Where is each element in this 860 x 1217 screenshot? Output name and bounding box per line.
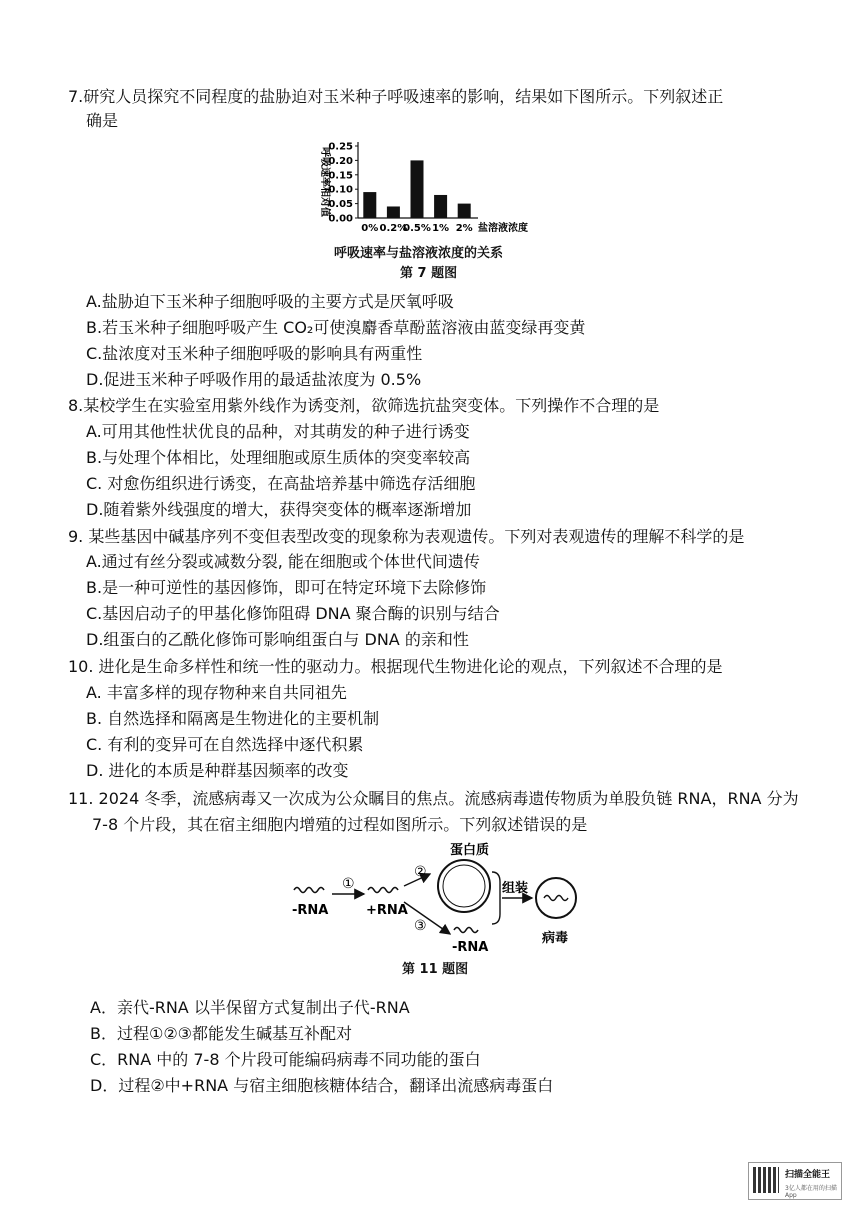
q11-stem-line2: 7-8 个片段，其在宿主细胞内增殖的过程如图所示。下列叙述错误的是 [92, 815, 588, 834]
q7-option-a: A.盐胁迫下玉米种子细胞呼吸的主要方式是厌氧呼吸 [86, 292, 454, 311]
x-tick-label: 2% [455, 223, 473, 234]
q9-option-b: B.是一种可逆性的基因修饰，即可在特定环境下去除修饰 [86, 578, 487, 597]
qr-code-icon [753, 1167, 779, 1193]
y-tick-label: 0.15 [328, 170, 353, 182]
bar-2 [411, 160, 424, 218]
q11-option-b: B．过程①②③都能发生碱基互补配对 [90, 1024, 353, 1043]
protein-circle [438, 860, 490, 912]
scanner-watermark-badge [748, 1162, 842, 1200]
scanner-tagline: 3亿人都在用的扫描App [785, 1185, 837, 1199]
x-tick-label: 1% [432, 223, 450, 234]
x-axis-title: 盐溶液浓度 [478, 223, 528, 234]
bar-3 [434, 195, 447, 218]
q10-stem: 10. 进化是生命多样性和统一性的驱动力。根据现代生物进化论的观点，下列叙述不合理的是 [68, 657, 723, 676]
q8-option-a: A.可用其他性状优良的品种，对其萌发的种子进行诱变 [86, 422, 470, 441]
q7-option-c: C.盐浓度对玉米种子细胞呼吸的影响具有两重性 [86, 344, 423, 363]
virus-label: 病毒 [542, 931, 569, 946]
q7-figure-label: 第 7 题图 [400, 266, 458, 281]
step3-arrow [404, 902, 450, 934]
merge-bracket [492, 872, 500, 924]
q11-option-d: D．过程②中+RNA 与宿主细胞核糖体结合，翻译出流感病毒蛋白 [90, 1076, 554, 1095]
assembly-label: 组装 [502, 881, 529, 896]
step1-marker: ① [342, 876, 355, 892]
progeny-rna-strand [454, 928, 478, 933]
bar-1 [387, 206, 400, 218]
x-tick-label: 0.5% [403, 223, 431, 234]
q7-chart-caption: 呼吸速率与盐溶液浓度的关系 [334, 246, 504, 261]
protein-label: 蛋白质 [450, 843, 490, 858]
q8-option-c: C. 对愈伤组织进行诱变，在高盐培养基中筛选存活细胞 [86, 474, 476, 493]
q7-option-b: B.若玉米种子细胞呼吸产生 CO₂可使溴麝香草酚蓝溶液由蓝变绿再变黄 [86, 318, 586, 337]
y-tick-label: 0.20 [328, 155, 353, 167]
q7-stem-line2: 确是 [86, 111, 119, 130]
q9-stem: 9. 某些基因中碱基序列不变但表型改变的现象称为表观遗传。下列对表观遗传的理解不科学的是 [68, 527, 745, 546]
q10-option-d: D. 进化的本质是种群基因频率的改变 [86, 761, 349, 780]
q7-stem-line1: 7.研究人员探究不同程度的盐胁迫对玉米种子呼吸速率的影响，结果如下图所示。下列叙述正 [68, 87, 724, 106]
step2-marker: ② [414, 864, 427, 880]
q11-figure-label: 第 11 题图 [402, 962, 469, 977]
q11-option-a: A．亲代-RNA 以半保留方式复制出子代-RNA [90, 998, 410, 1017]
y-tick-label: 0.00 [328, 213, 353, 225]
q9-option-d: D.组蛋白的乙酰化修饰可影响组蛋白与 DNA 的亲和性 [86, 630, 469, 649]
bar-4 [458, 204, 471, 218]
minus-rna-label: -RNA [292, 903, 329, 918]
q8-option-d: D.随着紫外线强度的增大，获得突变体的概率逐渐增加 [86, 500, 472, 519]
x-tick-label: 0.2% [379, 223, 408, 234]
y-axis-title: 呼吸速率相对值 [319, 147, 330, 217]
q11-option-c: C．RNA 中的 7-8 个片段可能编码病毒不同功能的蛋白 [90, 1050, 481, 1069]
q8-option-b: B.与处理个体相比，处理细胞或原生质体的突变率较高 [86, 448, 471, 467]
q8-stem: 8.某校学生在实验室用紫外线作为诱变剂，欲筛选抗盐突变体。下列操作不合理的是 [68, 396, 660, 415]
y-tick-label: 0.05 [328, 199, 353, 211]
minus-rna-strand [294, 888, 324, 893]
progeny-rna-label: -RNA [452, 940, 489, 955]
q7-option-d: D.促进玉米种子呼吸作用的最适盐浓度为 0.5% [86, 370, 422, 389]
x-tick-label: 0% [361, 223, 379, 234]
q9-option-c: C.基因启动子的甲基化修饰阻碍 DNA 聚合酶的识别与结合 [86, 604, 500, 623]
plus-rna-strand [368, 888, 398, 893]
q10-option-a: A. 丰富多样的现存物种来自共同祖先 [86, 683, 347, 702]
q10-option-b: B. 自然选择和隔离是生物进化的主要机制 [86, 709, 380, 728]
q11-virus-diagram [280, 838, 600, 958]
q10-option-c: C. 有利的变异可在自然选择中逐代积累 [86, 735, 364, 754]
plus-rna-label: +RNA [366, 903, 408, 918]
q9-option-a: A.通过有丝分裂或减数分裂, 能在细胞或个体世代间遗传 [86, 552, 480, 571]
scanner-brand: 扫描全能王 [785, 1170, 831, 1180]
y-tick-label: 0.25 [328, 141, 353, 153]
y-tick-label: 0.10 [328, 184, 353, 196]
q7-bar-chart [300, 134, 540, 239]
q11-stem-line1: 11. 2024 冬季，流感病毒又一次成为公众瞩目的焦点。流感病毒遗传物质为单股负链 RNA，RNA 分为 [68, 789, 799, 808]
step3-marker: ③ [414, 918, 427, 934]
bar-0 [363, 192, 376, 218]
